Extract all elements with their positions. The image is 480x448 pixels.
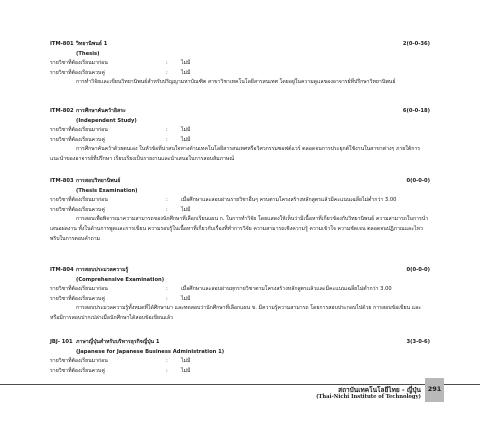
coreq-value: ไม่มี (181, 136, 191, 143)
coreq-value: ไม่มี (181, 69, 191, 76)
prereq-value: ไม่มี (181, 127, 191, 134)
course-jbj-101 (50, 338, 430, 376)
page-number: 291 (427, 385, 442, 393)
footer-institute-th: สถาบันเทคโนโลยีไทย - ญี่ปุ่น (338, 386, 421, 394)
colon: : (166, 358, 168, 365)
course-code: ITM-802 (50, 108, 74, 114)
prereq-value: เมื่อศึกษาและสอบผ่านรายวิชาอื่นๆ ครบตามโครงสร้างหลักสูตรแล้วมีคะแนนเฉลี่ยไม่ต่ำกว่า 3.00 (181, 197, 397, 204)
course-description: การสอบเพื่อพิจารณาความสามารถของนักศึกษาที่เลือกเรียนแผน ก. ในการทำวิจัย โดยแสดงให้เห็นว่ามีเนื้อหาที่เกี่ยวข้องกับวิทยานิพนธ์ ความสามารถในการนำเสนอผลงาน ทั้งในด้านการพูดและการเขียน ความรอบรู้ในเนื้อหาที่เกี่ยวกับเรื่องที่ทำการวิจัย ความสามารถเชิงความรู้ ความเข้าใจ ความชัดเจน ตลอดจนปฏิภาณและไหวพริบในการตอบคำถาม (50, 216, 429, 242)
course-subtitle: (Comprehensive Examination) (76, 276, 165, 283)
course-credits: 2(0-0-36) (402, 41, 430, 47)
course-title: การสอบวิทยานิพนธ์ (76, 178, 121, 184)
course-code: ITM-803 (50, 178, 74, 184)
coreq-label: รายวิชาที่ต้องเรียนควบคู่ (50, 295, 105, 302)
course-itm-804 (50, 266, 430, 324)
coreq-label: รายวิชาที่ต้องเรียนควบคู่ (50, 136, 105, 143)
course-description: การศึกษาค้นคว้าด้วยตนเอง ในหัวข้อที่น่าสนใจทางด้านเทคโนโลยีสารสนเทศหรือวิศวกรรมซอฟต์แวร์ ตลอดจนการประยุกต์ใช้งานในสาขาต่างๆ ภายใต้การแนะนำของอาจารย์ที่ปรึกษา เรียบเรียงเป็นรายงานและนำเสนอในการสอบสัมภาษณ์ (50, 146, 421, 162)
colon: : (166, 295, 168, 302)
page-number-box (425, 378, 444, 402)
prereq-label: รายวิชาที่ต้องเรียนมาก่อน (50, 127, 108, 134)
course-subtitle: (Thesis) (76, 50, 100, 57)
course-subtitle: (Independent Study) (76, 117, 137, 124)
prereq-label: รายวิชาที่ต้องเรียนมาก่อน (50, 286, 108, 293)
prereq-label: รายวิชาที่ต้องเรียนมาก่อน (50, 358, 108, 365)
colon: : (166, 136, 168, 143)
course-credits: 0(0-0-0) (406, 178, 430, 184)
course-subtitle: (Thesis Examination) (76, 187, 138, 194)
prereq-value: ไม่มี (181, 358, 191, 365)
course-itm-802 (50, 107, 430, 165)
course-title: การสอบประมวลความรู้ (76, 267, 129, 273)
coreq-label: รายวิชาที่ต้องเรียนควบคู่ (50, 206, 105, 213)
course-code: JBJ- 101 (50, 339, 73, 345)
colon: : (166, 197, 168, 204)
course-title: วิทยานิพนธ์ 1 (76, 41, 108, 47)
course-description: การทำวิจัยและเขียนวิทยานิพนธ์สำหรับปริญญามหาบัณฑิต สาขาวิชาเทคโนโลยีสารสนเทศ โดยอยู่ในความดูแลของอาจารย์ที่ปรึกษาวิทยานิพนธ์ (76, 79, 396, 86)
footer-institute-en: (Thai-Nichi Institute of Technology) (316, 394, 421, 400)
colon: : (166, 367, 168, 374)
course-itm-803 (50, 177, 430, 244)
prereq-value: เมื่อศึกษาและสอบผ่านทุกรายวิชาตามโครงสร้างหลักสูตรแล้วและมีคะแนนเฉลี่ยไม่ต่ำกว่า 3.00 (181, 286, 392, 293)
colon: : (166, 286, 168, 293)
coreq-label: รายวิชาที่ต้องเรียนควบคู่ (50, 367, 105, 374)
colon: : (166, 127, 168, 134)
prereq-label: รายวิชาที่ต้องเรียนมาก่อน (50, 60, 108, 67)
coreq-value: ไม่มี (181, 206, 191, 213)
coreq-value: ไม่มี (181, 295, 191, 302)
course-code: ITM-804 (50, 267, 74, 273)
colon: : (166, 69, 168, 76)
course-code: ITM-801 (50, 41, 74, 47)
course-title: การศึกษาค้นคว้าอิสระ (76, 108, 126, 114)
course-credits: 6(0-0-18) (402, 108, 430, 114)
coreq-label: รายวิชาที่ต้องเรียนควบคู่ (50, 69, 105, 76)
course-title: ภาษาญี่ปุ่นสำหรับบริหารธุรกิจญี่ปุ่น 1 (76, 339, 160, 345)
prereq-value: ไม่มี (181, 60, 191, 67)
course-credits: 3(3-0-6) (406, 339, 430, 345)
course-subtitle: (Japanese for Japanese Business Administration 1) (76, 348, 225, 355)
course-credits: 0(0-0-0) (406, 267, 430, 273)
colon: : (166, 60, 168, 67)
coreq-value: ไม่มี (181, 367, 191, 374)
colon: : (166, 206, 168, 213)
course-itm-801 (50, 40, 430, 88)
course-description: การสอบประมวลความรู้ทั้งหมดที่ได้ศึกษามา และทดสอบว่านักศึกษาที่เลือกแผน ข. มีความรู้ความสามารถ โดยการสอบประกอบไปด้วย การสอบข้อเขียน และหรือมีการสอบปากเปล่าเมื่อนักศึกษาได้สอบข้อเขียนแล้ว (50, 305, 422, 321)
prereq-label: รายวิชาที่ต้องเรียนมาก่อน (50, 197, 108, 204)
